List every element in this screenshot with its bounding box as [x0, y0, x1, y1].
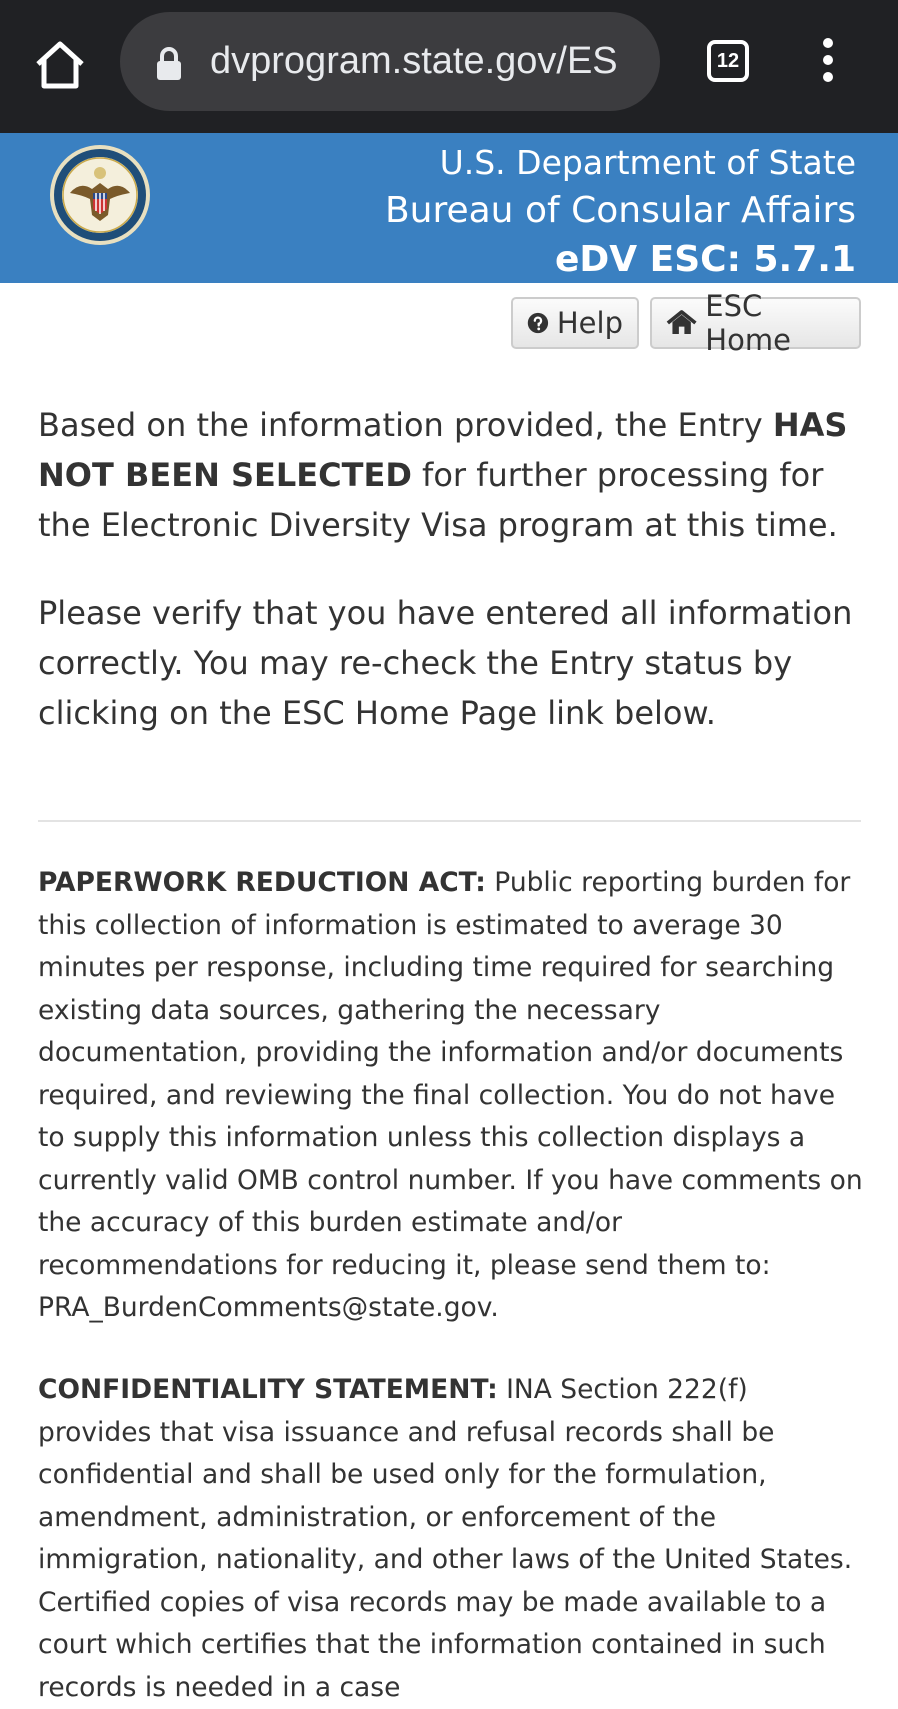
site-header: [0, 133, 898, 283]
help-label: Help: [556, 306, 623, 340]
bureau-name: Bureau of Consular Affairs: [384, 190, 856, 231]
result-message: [38, 400, 868, 776]
confidentiality-heading: CONFIDENTIALITY STATEMENT:: [38, 1374, 498, 1405]
house-icon: [666, 309, 697, 337]
pra-body: Public reporting burden for this collection of information is estimated to average 30 minutes per response, including time required for searching existing data sources, gathering the necessary documentation, providing the information and/or documents required, and reviewing the final collection. You do not have to supply this information unless this collection displays a currently valid OMB control number. If you have comments on the accuracy of this burden estimate and/or recommendations for reducing it, please send them to: PRA_BurdenComments@state.gov.: [38, 867, 863, 1323]
lock-icon: [154, 46, 184, 82]
department-name: U.S. Department of State: [439, 143, 856, 182]
app-version: eDV ESC: 5.7.1: [554, 239, 856, 280]
esc-home-label: ESC Home: [705, 289, 791, 357]
pra-heading: PAPERWORK REDUCTION ACT:: [38, 867, 486, 898]
tab-count: 12: [716, 50, 740, 72]
state-department-seal-icon: [48, 143, 152, 247]
confidentiality-statement: [38, 1369, 868, 1709]
help-button[interactable]: [511, 297, 639, 349]
home-icon[interactable]: [30, 34, 90, 94]
selection-status-text: Based on the information provided, the Entry HAS NOT BEEN SELECTED for further processing for the Electronic Diversity Visa program at this time.: [38, 406, 848, 544]
selection-status: HAS NOT BEEN SELECTED: [38, 406, 848, 494]
tabs-icon[interactable]: [707, 40, 749, 82]
address-bar[interactable]: [120, 12, 660, 111]
paperwork-reduction-act: [38, 862, 868, 1330]
more-vert-icon[interactable]: [818, 38, 838, 86]
question-circle-icon: [527, 309, 549, 337]
verify-instructions: Please verify that you have entered all information correctly. You may re-check the Entry status by clicking on the ESC Home Page link below.: [38, 594, 853, 732]
esc-home-button[interactable]: [650, 289, 861, 357]
header-titles: [385, 139, 856, 285]
browser-toolbar: [0, 0, 898, 133]
confidentiality-body: INA Section 222(f) provides that visa issuance and refusal records shall be confidential and shall be used only for the formulation, amendment, administration, or enforcement of the immigration, nationality, and other laws of the United States. Certified copies of visa records may be made available to a court which certifies that the information contained in such records is needed in a case: [38, 1374, 853, 1703]
url-text: dvprogram.state.gov/ES: [210, 40, 618, 82]
divider: [38, 820, 861, 822]
